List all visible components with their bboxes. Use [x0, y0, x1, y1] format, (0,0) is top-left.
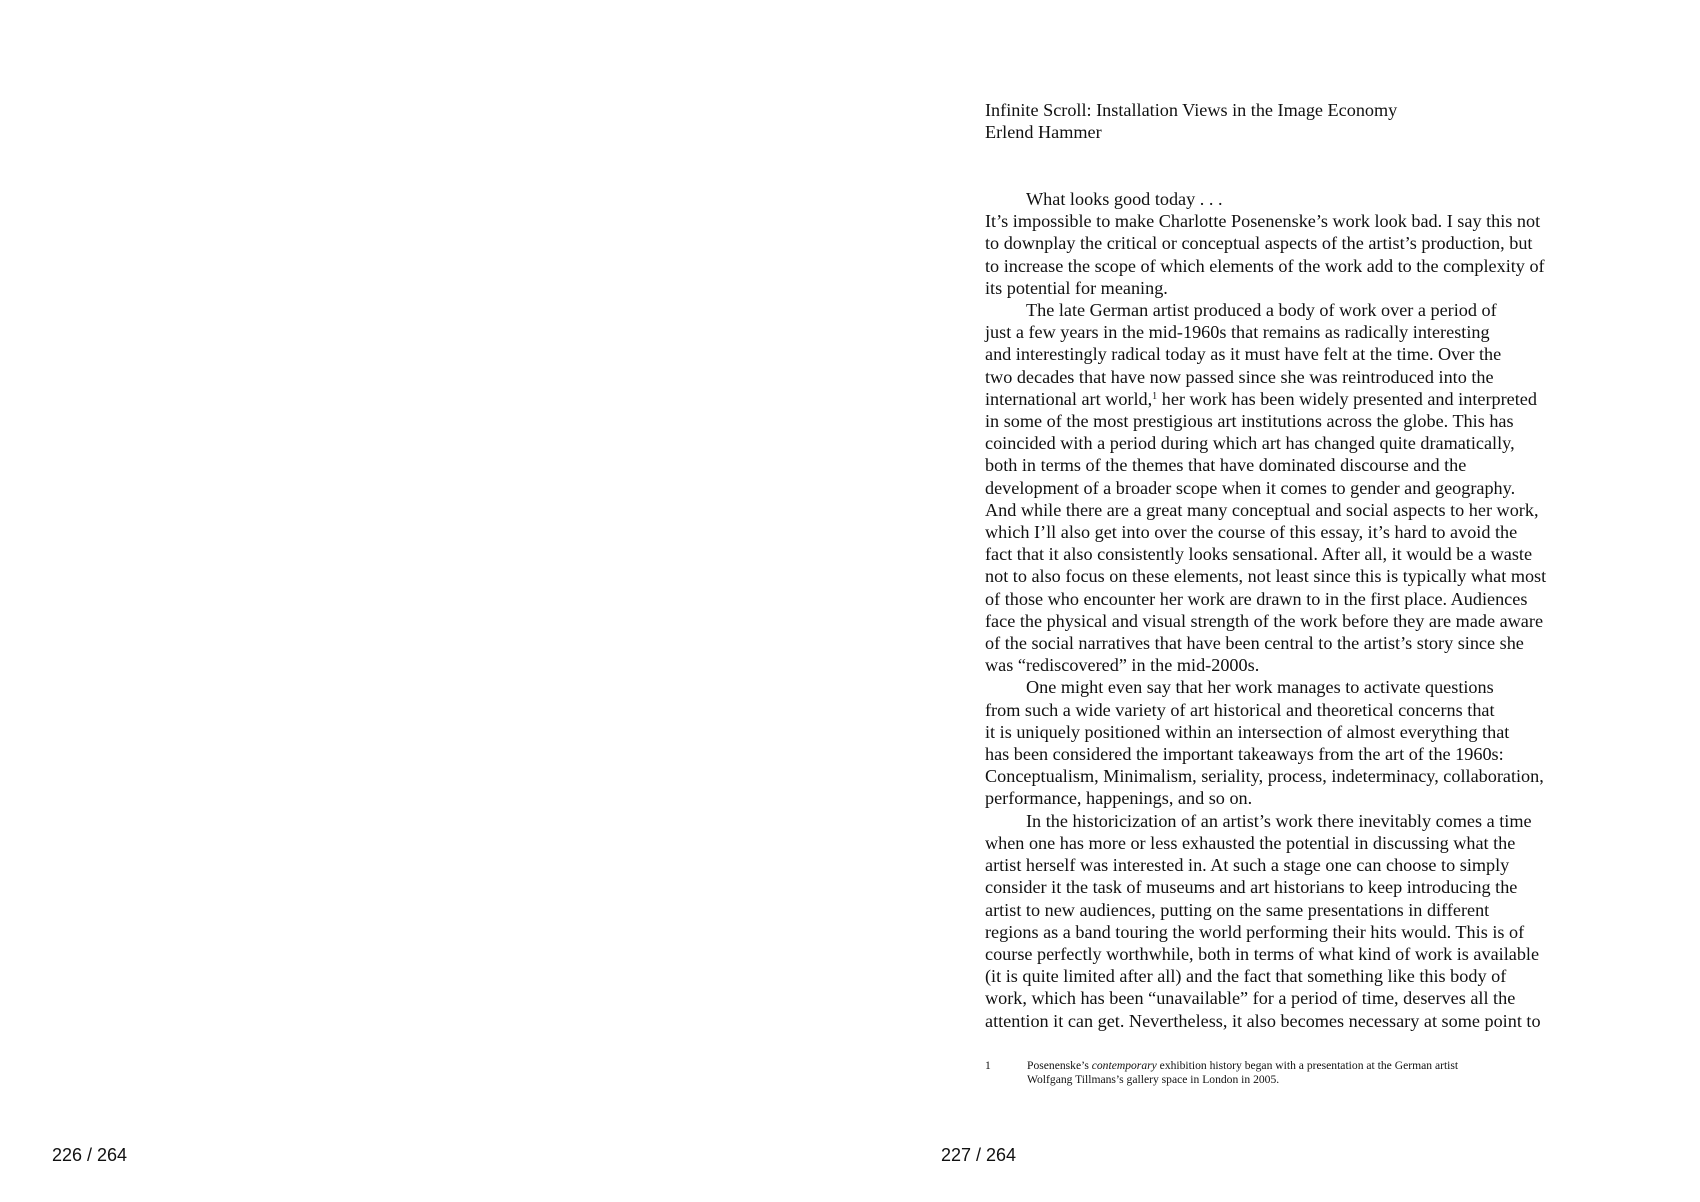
text-line-content: to increase the scope of which elements of the work add to the complexity of — [985, 255, 1545, 276]
text-line — [985, 366, 1546, 388]
text-line-content: in some of the most prestigious art institutions across the globe. This has — [985, 411, 1514, 432]
text-line-content: and interestingly radical today as it must have felt at the time. Over the — [985, 344, 1502, 365]
text-line — [985, 188, 1546, 210]
text-line — [985, 743, 1546, 765]
text-line — [985, 699, 1546, 721]
text-line-content: course perfectly worthwhile, both in terms of what kind of work is available — [985, 943, 1540, 964]
text-line-content: And while there are a great many conceptual and social aspects to her work, — [985, 499, 1539, 520]
text-line-content: regions as a band touring the world performing their hits would. This is of — [985, 921, 1525, 942]
text-line-content: The late German artist produced a body of work over a period of — [1026, 300, 1497, 321]
page-number: 226 / 264 — [52, 1145, 128, 1165]
text-line — [985, 210, 1546, 232]
text-line-content: it is uniquely positioned within an intersection of almost everything that — [985, 721, 1510, 742]
essay-body — [985, 188, 1546, 1032]
text-line — [985, 343, 1546, 365]
text-line-content: both in terms of the themes that have dominated discourse and the — [985, 455, 1467, 476]
text-line-content: international art world, — [985, 388, 1153, 409]
text-line-content: its potential for meaning. — [985, 277, 1168, 298]
text-line — [985, 543, 1546, 565]
footnote-line-2: Wolfgang Tillmans’s gallery space in London in 2005. — [1027, 1073, 1280, 1086]
essay-title: Infinite Scroll: Installation Views in the Image Economy — [985, 100, 1398, 120]
text-line — [985, 787, 1546, 809]
text-line — [985, 321, 1546, 343]
essay-author: Erlend Hammer — [985, 122, 1102, 143]
text-line-content: just a few years in the mid-1960s that remains as radically interesting — [985, 322, 1490, 343]
text-line — [985, 765, 1546, 787]
text-line-content: consider it the task of museums and art historians to keep introducing the — [985, 877, 1518, 898]
text-line — [985, 232, 1546, 254]
text-line-content: coincided with a period during which art has changed quite dramatically, — [985, 433, 1515, 454]
text-line-content: face the physical and visual strength of the work before they are made aware — [985, 610, 1544, 631]
text-line — [985, 388, 1546, 410]
text-line — [985, 676, 1546, 698]
text-line — [985, 610, 1546, 632]
text-line-content: development of a broader scope when it comes to gender and geography. — [985, 477, 1516, 498]
text-line-content: artist to new audiences, putting on the same presentations in different — [985, 899, 1490, 920]
text-line — [985, 565, 1546, 587]
text-line-tail: her work has been widely presented and interpreted — [1157, 388, 1537, 409]
text-line-content: from such a wide variety of art historical and theoretical concerns that — [985, 699, 1495, 720]
footnote-reference[interactable]: 1 — [1152, 390, 1158, 402]
text-line-content: Conceptualism, Minimalism, seriality, process, indeterminacy, collaboration, — [985, 766, 1544, 787]
text-line-content: performance, happenings, and so on. — [985, 788, 1253, 809]
text-line-content: fact that it also consistently looks sensational. After all, it would be a waste — [985, 544, 1533, 565]
text-line — [985, 721, 1546, 743]
text-line — [985, 1010, 1546, 1032]
text-line — [985, 632, 1546, 654]
footnote-number: 1 — [985, 1059, 991, 1072]
text-line-content: In the historicization of an artist’s work there inevitably comes a time — [1026, 810, 1532, 831]
text-line — [985, 454, 1546, 476]
text-line-content: One might even say that her work manages to activate questions — [1026, 677, 1494, 698]
text-line — [985, 987, 1546, 1009]
text-line-content: of those who encounter her work are drawn to in the first place. Audiences — [985, 588, 1528, 609]
text-line-content: artist herself was interested in. At such a stage one can choose to simply — [985, 855, 1510, 876]
text-line-content: has been considered the important takeaways from the art of the 1960s: — [985, 744, 1504, 765]
text-line — [985, 521, 1546, 543]
text-line — [985, 876, 1546, 898]
text-line — [985, 499, 1546, 521]
text-line — [985, 832, 1546, 854]
text-line — [985, 921, 1546, 943]
footnote-text-start: Posenenske’s — [1027, 1059, 1092, 1072]
text-line-content: to downplay the critical or conceptual aspects of the artist’s production, but — [985, 233, 1533, 254]
text-line — [985, 299, 1546, 321]
footnote-text-end: exhibition history began with a presentation at the German artist — [1156, 1059, 1459, 1072]
text-line-content: not to also focus on these elements, not least since this is typically what most — [985, 566, 1547, 587]
text-line-content: two decades that have now passed since she was reintroduced into the — [985, 366, 1494, 387]
text-line-content: What looks good today . . . — [1026, 189, 1223, 209]
text-line — [985, 943, 1546, 965]
text-line — [985, 477, 1546, 499]
text-line — [985, 588, 1546, 610]
right-page — [850, 0, 1700, 1202]
text-line-content: of the social narratives that have been central to the artist’s story since she — [985, 633, 1524, 654]
text-line-content: when one has more or less exhausted the potential in discussing what the — [985, 832, 1516, 853]
page-number: 227 / 264 — [941, 1145, 1017, 1165]
text-line — [985, 965, 1546, 987]
text-line-content: It’s impossible to make Charlotte Posenenske’s work look bad. I say this not — [985, 211, 1541, 232]
essay-header — [985, 99, 1397, 143]
text-line — [985, 854, 1546, 876]
text-line — [985, 255, 1546, 277]
text-line — [985, 277, 1546, 299]
text-line-content: work, which has been “unavailable” for a period of time, deserves all the — [985, 988, 1516, 1009]
text-line — [985, 810, 1546, 832]
text-line-content: which I’ll also get into over the course of this essay, it’s hard to avoid the — [985, 522, 1518, 543]
footnote-italic: contemporary — [1091, 1059, 1157, 1072]
text-line — [985, 432, 1546, 454]
text-line — [985, 410, 1546, 432]
text-line — [985, 654, 1546, 676]
text-line-content: was “rediscovered” in the mid-2000s. — [985, 655, 1260, 676]
footnote-text — [1027, 1059, 1458, 1087]
text-line-content: attention it can get. Nevertheless, it also becomes necessary at some point to — [985, 1010, 1541, 1031]
text-line-content: (it is quite limited after all) and the fact that something like this body of — [985, 966, 1507, 987]
text-line — [985, 899, 1546, 921]
